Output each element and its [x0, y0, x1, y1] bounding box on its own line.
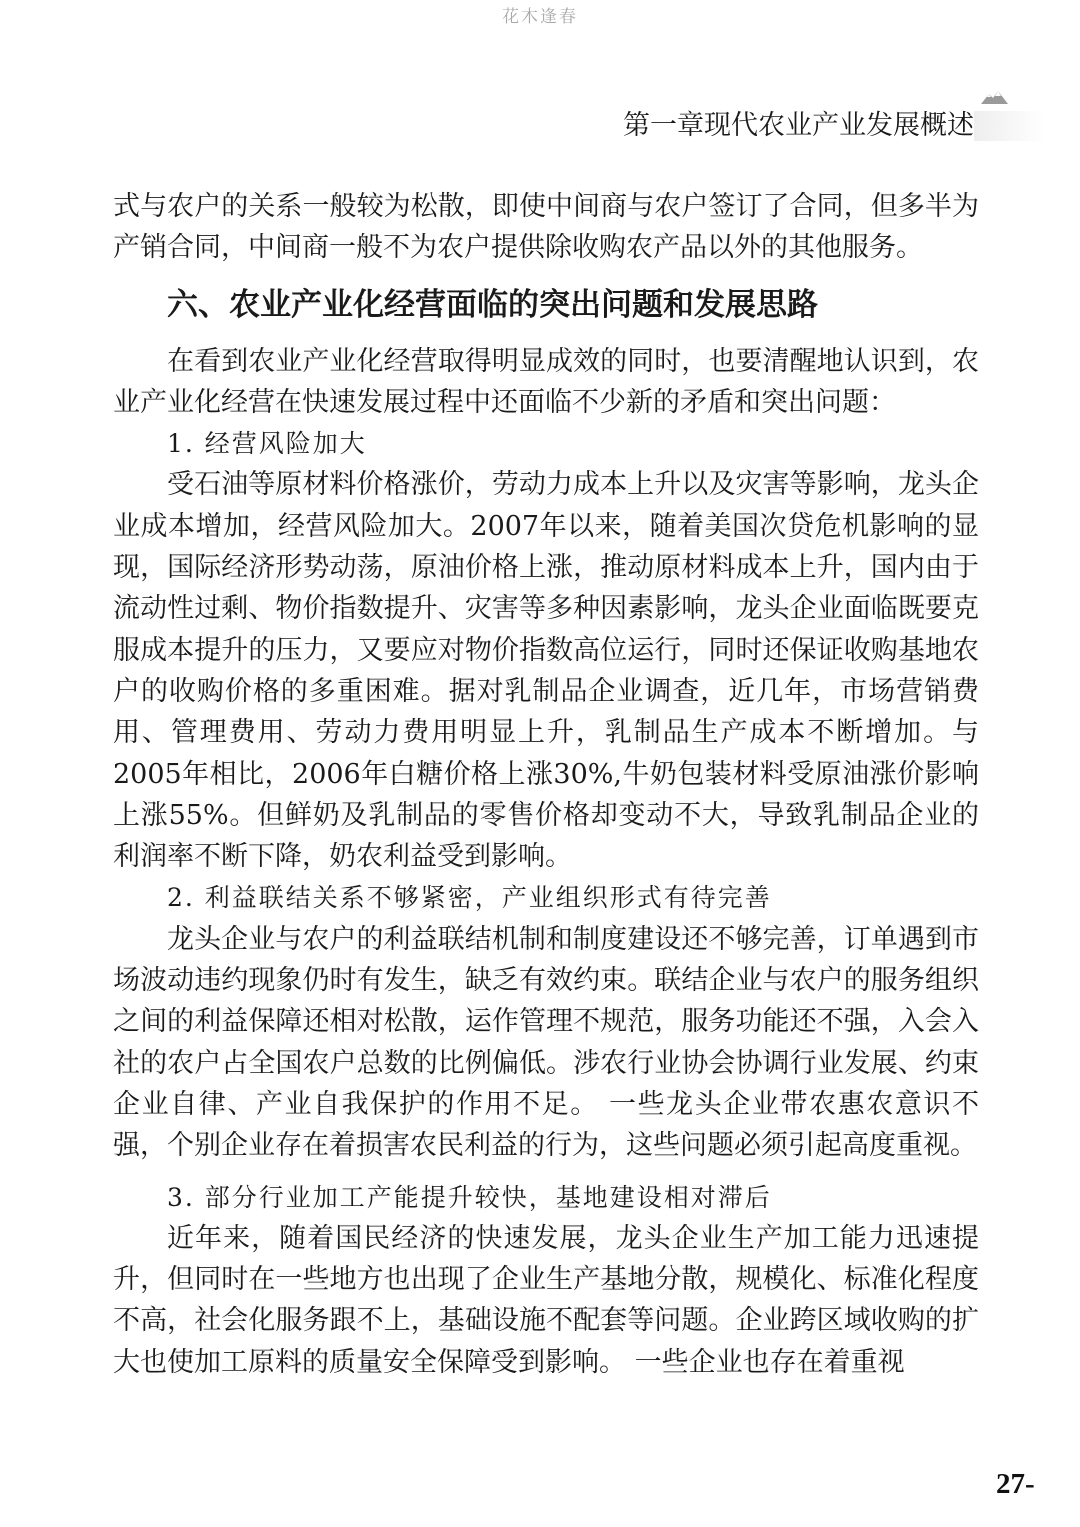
- section-intro-paragraph: 在看到农业产业化经营取得明显成效的同时，也要清醒地认识到，农业产业化经营在快速发展过程中还面临不少新的矛盾和突出问题：: [113, 345, 979, 418]
- page-body: [113, 186, 979, 1383]
- watermark-text: 花木逢春: [502, 7, 578, 27]
- subsection-heading-3: 3. 部分行业加工产能提升较快，基地建设相对滞后: [167, 1182, 772, 1212]
- page-number: 27-: [996, 1468, 1035, 1500]
- chapter-title-shade: [974, 111, 1046, 141]
- intro-paragraph: 式与农户的关系一般较为松散，即使中间商与农户签订了合同，但多半为产销合同，中间商一般不为农户提供除收购农产品以外的其他服务。: [113, 191, 979, 264]
- subsection-heading-2: 2. 利益联结关系不够紧密，产业组织形式有待完善: [167, 883, 772, 913]
- subsection-paragraph-2: 龙头企业与农户的利益联结机制和制度建设还不够完善，订单遇到市场波动违约现象仍时有发生，缺乏有效约束。联结企业与农户的服务组织之间的利益保障还相对松散，运作管理不规范，服务功能还不强，入会入社的农户占全国农户总数的比例偏低。涉农行业协会协调行业发展、约束企业自律、产业自我保护的作用不足。 一些龙头企业带农惠农意识不强，个别企业存在着损害农民利益的行为，这些问题必须引起高度重视。: [113, 923, 979, 1162]
- subsection-paragraph-3: 近年来，随着国民经济的快速发展，龙头企业生产加工能力迅速提升，但同时在一些地方也出现了企业生产基地分散，规模化、标准化程度不高，社会化服务跟不上，基础设施不配套等问题。企业跨区域收购的扩大也使加工原料的质量安全保障受到影响。 一些企业也存在着重视: [113, 1222, 979, 1378]
- subsection-heading-1: 1. 经营风险加大: [167, 429, 367, 459]
- mountain-icon: [980, 88, 1010, 106]
- subsection-paragraph-1: 受石油等原材料价格涨价，劳动力成本上升以及灾害等影响，龙头企业成本增加，经营风险加大。2007年以来，随着美国次贷危机影响的显现，国际经济形势动荡，原油价格上涨，推动原材料成本上升，国内由于流动性过剩、物价指数提升、灾害等多种因素影响，龙头企业面临既要克服成本提升的压力，又要应对物价指数高位运行，同时还保证收购基地农户的收购价格的多重困难。据对乳制品企业调查，近几年，市场营销费用、管理费用、劳动力费用明显上升，乳制品生产成本不断增加。与2005年相比，2006年白糖价格上涨30%,牛奶包装材料受原油涨价影响上涨55%。但鲜奶及乳制品的零售价格却变动不大，导致乳制品企业的利润率不断下降，奶农利益受到影响。: [113, 469, 979, 873]
- chapter-title: 第一章现代农业产业发展概述: [623, 110, 974, 141]
- section-title: 六、农业产业化经营面临的突出问题和发展思路: [167, 286, 818, 323]
